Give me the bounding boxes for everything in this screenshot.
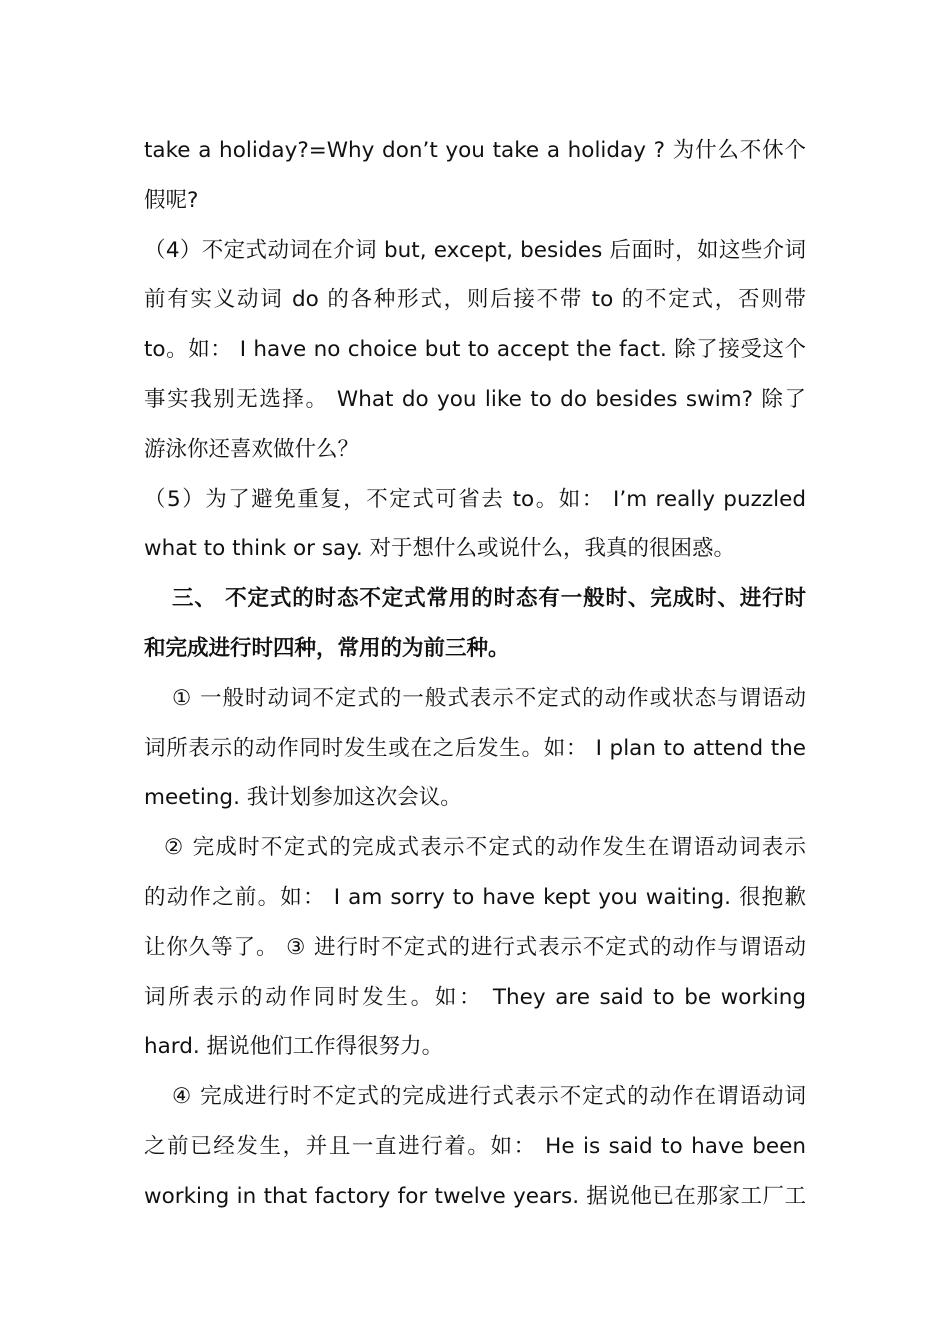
text-line: meeting. 我计划参加这次会议。 bbox=[144, 785, 462, 811]
text-line: （5）为了避免重复，不定式可省去 to。如： I’m really puzzled bbox=[144, 486, 806, 512]
text-line: 词所表示的动作同时发生或在之后发生。如： I plan to attend the bbox=[144, 735, 806, 761]
text-line: （4）不定式动词在介词 but, except, besides 后面时，如这些介词 bbox=[144, 237, 806, 263]
text-line: 事实我别无选择。 What do you like to do besides swim? 除了 bbox=[144, 386, 806, 412]
section-heading-line: 三、 不定式的时态不定式常用的时态有一般时、完成时、进行时 bbox=[172, 586, 806, 612]
document-body bbox=[144, 126, 806, 1222]
text-line: working in that factory for twelve years. 据说他已在那家工厂工 bbox=[144, 1183, 806, 1209]
text-line: take a holiday?=Why don’t you take a holiday ? 为什么不休个 bbox=[144, 138, 806, 163]
text-line: ② 完成时不定式的完成式表示不定式的动作发生在谓语动词表示 bbox=[164, 835, 806, 861]
text-line: 之前已经发生，并且一直进行着。如： He is said to have been bbox=[144, 1133, 806, 1159]
text-line: what to think or say. 对于想什么或说什么，我真的很困惑。 bbox=[144, 536, 736, 562]
text-line: ① 一般时动词不定式的一般式表示不定式的动作或状态与谓语动 bbox=[172, 685, 806, 711]
text-line: 让你久等了。 ③ 进行时不定式的进行式表示不定式的动作与谓语动 bbox=[144, 934, 806, 960]
text-line: hard. 据说他们工作得很努力。 bbox=[144, 1034, 444, 1060]
text-line: 的动作之前。如： I am sorry to have kept you waiting. 很抱歉 bbox=[144, 884, 806, 910]
text-line: 游泳你还喜欢做什么？ bbox=[144, 436, 360, 462]
text-line: 假呢? bbox=[144, 187, 199, 213]
section-heading-line: 和完成进行时四种，常用的为前三种。 bbox=[144, 635, 510, 661]
text-line: 词所表示的动作同时发生。如： They are said to be working bbox=[144, 984, 806, 1010]
text-line: 前有实义动词 do 的各种形式，则后接不带 to 的不定式，否则带 bbox=[144, 287, 806, 313]
text-line: ④ 完成进行时不定式的完成进行式表示不定式的动作在谓语动词 bbox=[172, 1084, 806, 1110]
text-line: to。如： I have no choice but to accept the fact. 除了接受这个 bbox=[144, 337, 806, 363]
